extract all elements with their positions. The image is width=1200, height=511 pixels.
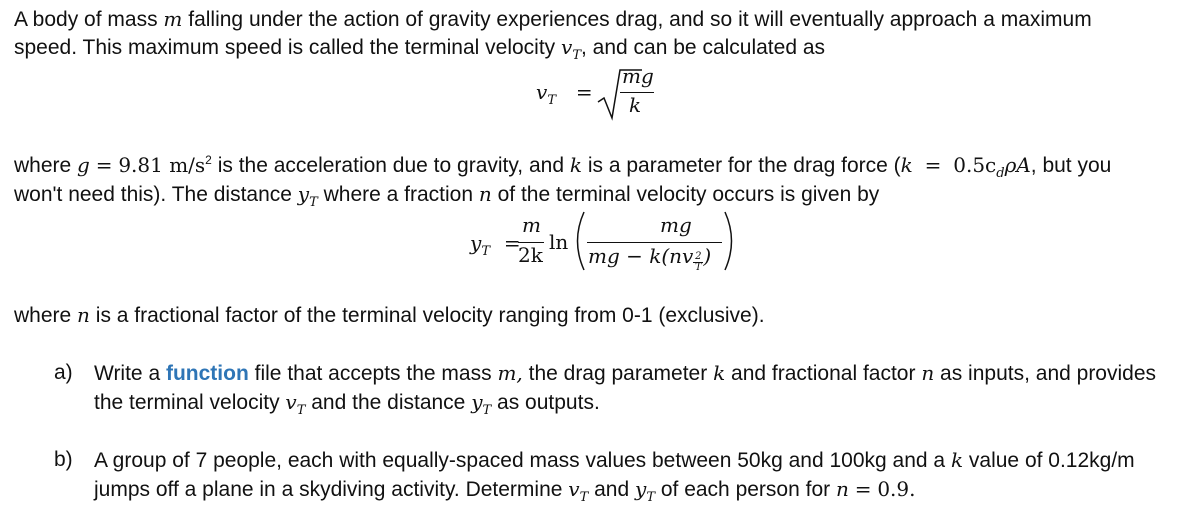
- n-variable: n: [478, 182, 492, 206]
- item-marker: a): [54, 361, 73, 384]
- item-a-text-3: the drag parameter: [528, 362, 708, 385]
- velocity-subscript: T: [572, 48, 582, 63]
- item-a-mass: m,: [497, 361, 523, 385]
- where-text-3: is a parameter for the drag force (: [587, 154, 901, 177]
- distance-subscript: T: [309, 195, 318, 210]
- where-text-4: , but you: [1030, 154, 1112, 177]
- item-a-text: Write a: [94, 362, 161, 385]
- item-a-text-6: the terminal velocity: [94, 391, 280, 414]
- item-a-n: n: [921, 361, 935, 385]
- item-a-velocity: v: [285, 390, 297, 414]
- eq2-denominator-text: mg − k(nv: [588, 244, 694, 268]
- gravity-value: 9.81 m/s: [118, 153, 206, 177]
- k-variable: k: [569, 153, 582, 177]
- item-a-text-7: and the distance: [311, 391, 466, 414]
- item-b-velocity-subscript: T: [579, 490, 589, 505]
- left-paren-icon: [569, 210, 587, 272]
- distance-text-3: of the terminal velocity occurs is given by: [497, 183, 880, 206]
- function-keyword: function: [165, 362, 249, 385]
- equals-sign: =: [95, 153, 113, 177]
- eq2-denominator-frac-bottom: T: [695, 262, 702, 273]
- equals-sign-2: =: [924, 153, 942, 177]
- item-b-line-2: [94, 476, 915, 506]
- item-b-text-3: jumps off a plane in a skydiving activity. Determine: [94, 478, 563, 501]
- eq2-ln: ln: [549, 230, 569, 254]
- eq1-numerator: mg: [622, 64, 654, 88]
- right-paren-icon: [722, 210, 740, 272]
- intro-text: A body of mass: [14, 8, 158, 31]
- drag-expression-2: ρA: [1004, 153, 1031, 177]
- where-text-2: is the acceleration due to gravity, and: [217, 154, 565, 177]
- eq2-fraction1-numerator: m: [522, 213, 541, 237]
- item-a-text-8: as outputs.: [497, 391, 600, 414]
- eq2-fraction2-denominator: [588, 244, 711, 273]
- eq2-lhs: y: [470, 231, 482, 255]
- where-text: where: [14, 154, 72, 177]
- item-b-distance: y: [635, 477, 647, 501]
- velocity-variable: v: [561, 35, 573, 59]
- intro-line-2: [14, 34, 825, 64]
- item-a-text-5: as inputs, and provides: [940, 362, 1157, 385]
- drag-subscript: d: [996, 166, 1005, 181]
- item-b-text-2: value of 0.12kg/m: [968, 449, 1135, 472]
- intro-line-1: [14, 6, 1092, 33]
- eq1-equals: =: [575, 80, 593, 104]
- note-text-2: is a fractional factor of the terminal velocity ranging from 0-1 (exclusive).: [95, 304, 765, 327]
- note-text: where: [14, 304, 72, 327]
- fraction-note: [14, 302, 765, 329]
- item-a-text-4: and fractional factor: [731, 362, 916, 385]
- where-line-2: [14, 181, 879, 211]
- item-a-k: k: [713, 361, 726, 385]
- intro-text-2-cont: , and can be calculated as: [581, 36, 826, 59]
- gravity-variable: g: [77, 153, 90, 177]
- intro-text-2: speed. This maximum speed is called the terminal velocity: [14, 36, 556, 59]
- eq2-lhs-subscript: T: [481, 244, 490, 259]
- drag-expression: 0.5c: [953, 153, 997, 177]
- distance-text: won't need this). The distance: [14, 183, 292, 206]
- item-a-distance-subscript: T: [482, 403, 492, 418]
- eq2-denominator-close: ): [703, 244, 712, 268]
- intro-text-cont: falling under the action of gravity experiences drag, and so it will eventually approach a maximum: [188, 8, 1092, 31]
- item-marker: b): [54, 448, 73, 471]
- gravity-exponent: 2: [205, 153, 212, 167]
- item-a-distance: y: [471, 390, 483, 414]
- item-b-distance-subscript: T: [646, 490, 655, 505]
- mass-variable: m: [163, 7, 183, 31]
- eq2-equals: =: [503, 231, 521, 255]
- eq1-lhs-subscript: T: [547, 93, 556, 108]
- where-line-1: [14, 152, 1111, 182]
- item-a-line-1: [94, 360, 1156, 387]
- item-b-line-1: [94, 447, 1135, 474]
- item-a-velocity-subscript: T: [296, 403, 306, 418]
- item-a-line-2: [94, 389, 600, 419]
- item-b-k: k: [950, 448, 964, 472]
- eq1-denominator: k: [629, 93, 642, 117]
- eq2-fraction1-denominator: 2k: [518, 243, 543, 267]
- eq2-fraction2-bar: [587, 242, 722, 243]
- item-b-n: n: [835, 477, 849, 501]
- distance-equation: [470, 210, 740, 272]
- item-b-equals: =: [854, 477, 872, 501]
- eq2-denominator-frac-top: 2: [695, 251, 702, 262]
- distance-text-2: where a fraction: [323, 183, 474, 206]
- eq1-lhs: v: [536, 80, 548, 104]
- item-b-text-5: of each person for: [660, 478, 831, 501]
- item-a-text-2: file that accepts the mass: [254, 362, 492, 385]
- distance-variable: y: [297, 182, 310, 206]
- k-variable-2: k: [900, 153, 913, 177]
- item-b-text-4: and: [594, 478, 630, 501]
- eq2-fraction2-numerator: mg: [660, 213, 692, 237]
- item-b-n-value: 0.9.: [877, 477, 916, 501]
- item-b-velocity: v: [568, 477, 580, 501]
- note-n-variable: n: [77, 303, 90, 327]
- item-b-text: A group of 7 people, each with equally-spaced mass values between 50kg and 100kg and a: [94, 449, 946, 472]
